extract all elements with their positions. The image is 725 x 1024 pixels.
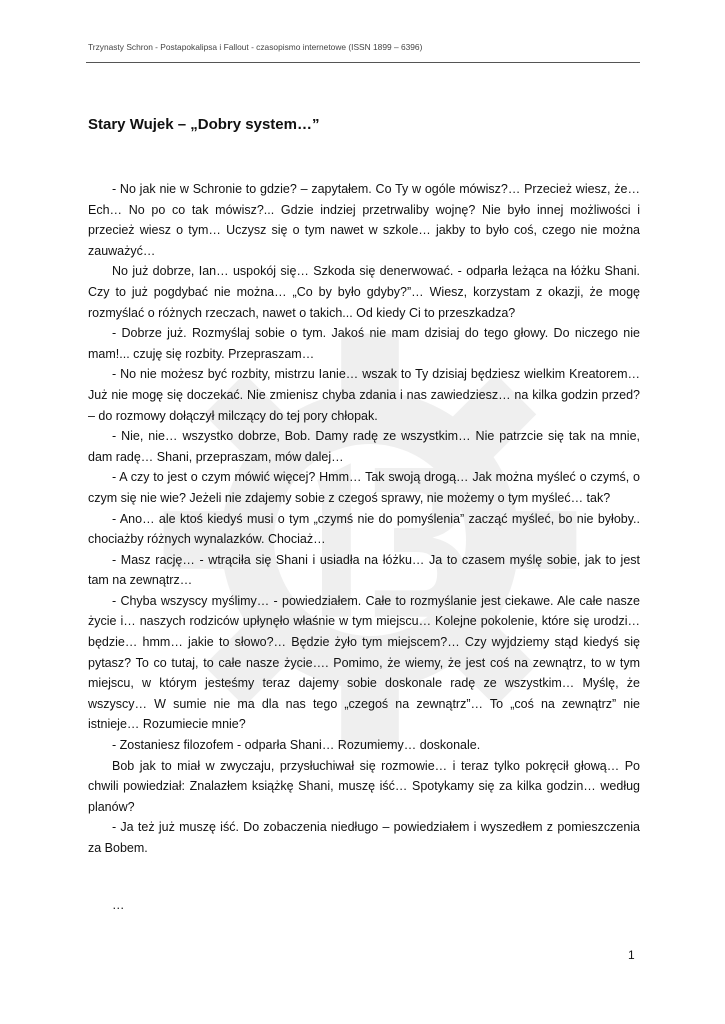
article-body: [88, 179, 640, 859]
paragraph: Bob jak to miał w zwyczaju, przysłuchiwał się rozmowie… i teraz tylko pokręcił głową… Po chwili powiedział: Znalazłem książkę Shani, muszę iść… Spotykamy się za kilka godzin… według planów?: [88, 758, 640, 814]
paragraph: - Masz rację… - wtrąciła się Shani i usiadła na łóżku… Ja to czasem myślę sobie, jak to jest tam na zewnątrz…: [88, 552, 640, 588]
paragraph: - No jak nie w Schronie to gdzie? – zapytałem. Co Ty w ogóle mówisz?… Przecież wiesz, że… Ech… No po co tak mówisz?... Gdzie indziej przetrwaliby wojnę? Nie było innej możliwości i przecież wiesz o tym… Uczysz się o tym nawet w szkole… jakby to było coś, czego nie można zauważyć…: [88, 182, 640, 258]
running-header: Trzynasty Schron - Postapokalipsa i Fallout - czasopismo internetowe (ISSN 1899 – 6396): [88, 42, 423, 52]
paragraph: No już dobrze, Ian… uspokój się… Szkoda się denerwować. - odparła leżąca na łóżku Shani. Czy to już pogdybać nie można… „Co by było gdyby?”… Wiesz, korzystam z okazji, że mogę rozmyślać o różnych rzeczach, nawet o takich... Od kiedy Ci to przeszkadza?: [88, 264, 640, 320]
article-title: Stary Wujek – „Dobry system…”: [88, 116, 320, 133]
paragraph: - No nie możesz być rozbity, mistrzu Ianie… wszak to Ty dzisiaj będziesz wielkim Kreatorem… Już nie mogę się doczekać. Nie zmienisz chyba zdania i nas zawiedziesz… na kilka godzin przed? – do rozmowy dołączył milczący do tej pory chłopak.: [88, 367, 640, 423]
paragraph: - Nie, nie… wszystko dobrze, Bob. Damy radę ze wszystkim… Nie patrzcie się tak na mnie, dam radę… Shani, przepraszam, mów dalej…: [88, 429, 640, 464]
header-divider: [86, 62, 640, 63]
paragraph: - Chyba wszyscy myślimy… - powiedziałem. Całe to rozmyślanie jest ciekawe. Ale całe nasze życie i… naszych rodziców upłynęło właśnie w tym miejscu… Kolejne pokolenie, które się urodzi… będzie… hmm… jakie to słowo?… Będzie żyło tym miejscem?… Czy wyjdziemy stąd kiedyś się pytasz? To co tutaj, to całe nasze życie…. Pomimo, że wiemy, że jest coś na zewnątrz, to w tym miejscu, w którym jesteśmy teraz dajemy sobie doskonale radę ze wszystkim… Myślę, że wszyscy… W sumie nie ma dla nas tego „czegoś na zewnątrz”… To „coś na zewnątrz” nie istnieje… Rozumiecie mnie?: [88, 593, 640, 732]
paragraph: - Zostaniesz filozofem - odparła Shani… Rozumiemy… doskonale.: [112, 738, 481, 753]
paragraph: - Ano… ale ktoś kiedyś musi o tym „czymś nie do pomyślenia” zacząć myśleć, bo nie byłoby.. chociażby różnych wynalazków. Chociaż…: [88, 511, 640, 547]
paragraph: - A czy to jest o czym mówić więcej? Hmm… Tak swoją drogą… Jak można myśleć o czymś, o czym się nie wie? Jeżeli nie zdajemy sobie z czegoś sprawy, nie możemy o tym myśleć… tak?: [88, 470, 640, 505]
closing-ellipsis: …: [112, 898, 125, 912]
page-number: 1: [628, 948, 635, 962]
paragraph: - Dobrze już. Rozmyślaj sobie o tym. Jakoś nie mam dzisiaj do tego głowy. Do niczego nie mam!... czuję się rozbity. Przepraszam…: [88, 326, 640, 361]
paragraph: - Ja też już muszę iść. Do zobaczenia niedługo – powiedziałem i wyszedłem z pomieszczenia za Bobem.: [88, 820, 640, 855]
